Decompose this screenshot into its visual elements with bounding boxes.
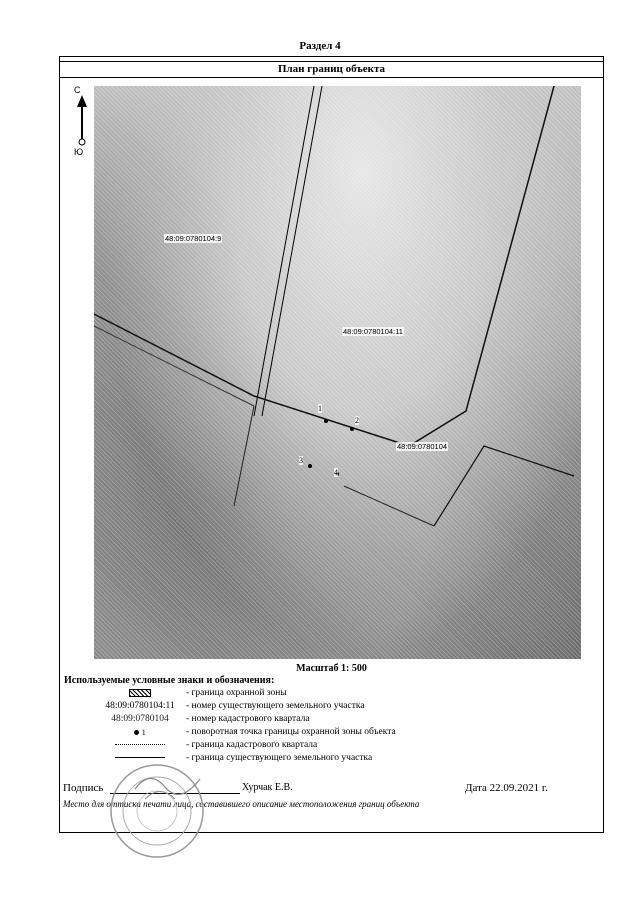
signature-date: Дата 22.09.2021 г. xyxy=(465,782,548,794)
parcel-boundary-2 xyxy=(434,446,574,526)
plan-title: План границ объекта xyxy=(60,61,603,78)
map-label-quarter: 48:09:0780104 xyxy=(397,442,448,451)
north-arrow xyxy=(74,85,98,157)
compass-north-label: С xyxy=(74,85,81,95)
legend-text: - граница существующего земельного участка xyxy=(186,753,373,763)
road-line-left xyxy=(254,86,314,416)
document-frame xyxy=(59,56,604,833)
north-arrow-icon xyxy=(76,95,88,147)
legend-text: - номер кадастрового квартала xyxy=(186,714,310,724)
zone-line-2 xyxy=(344,486,434,526)
signer-name: Хурчак Е.В. xyxy=(242,782,293,793)
legend-symbol-text: 48:09:0780104 xyxy=(111,714,169,724)
point-marker-2 xyxy=(350,427,354,431)
legend-text: - номер существующего земельного участка xyxy=(186,701,365,711)
signature-label: Подпись xyxy=(63,782,104,794)
road-line-right xyxy=(262,86,322,416)
dotted-line-swatch xyxy=(80,739,200,752)
stamp-place-note: Место для оттиска печати лица, составившего описание местоположения границ объекта xyxy=(63,799,420,809)
zone-boundary-swatch xyxy=(80,687,200,700)
parcel-boundary xyxy=(94,86,554,446)
legend-point-symbol xyxy=(80,726,200,740)
map-label-point-3: 3 xyxy=(299,456,303,465)
zone-line xyxy=(234,406,254,506)
legend-text: - поворотная точка границы охранной зоны объекта xyxy=(186,727,396,737)
stamp-seal xyxy=(105,759,209,859)
legend-text: - граница кадастрового квартала xyxy=(186,740,318,750)
map-label-point-4: 4 xyxy=(334,468,338,477)
legend-point-label: 1 xyxy=(141,728,146,737)
scale-label: Масштаб 1: 500 xyxy=(296,663,367,674)
boundary-map xyxy=(94,86,581,659)
point-marker-3 xyxy=(308,464,312,468)
legend-text: - граница охранной зоны xyxy=(186,688,287,698)
quarter-boundary xyxy=(94,326,254,406)
map-label-parcel-9: 48:09:0780104:9 xyxy=(165,234,222,243)
map-overlay xyxy=(94,86,581,659)
section-title: Раздел 4 xyxy=(299,40,341,52)
map-label-point-1: 1 xyxy=(318,404,322,413)
point-dot-icon xyxy=(134,730,139,735)
map-label-parcel-11: 48:09:0780104:11 xyxy=(343,327,403,336)
map-label-point-2: 2 xyxy=(355,416,359,425)
compass-south-label: Ю xyxy=(74,147,84,157)
legend-symbol-text: 48:09:0780104:11 xyxy=(105,701,175,711)
legend-title: Используемые условные знаки и обозначения: xyxy=(64,675,275,686)
point-marker-1 xyxy=(324,419,328,423)
